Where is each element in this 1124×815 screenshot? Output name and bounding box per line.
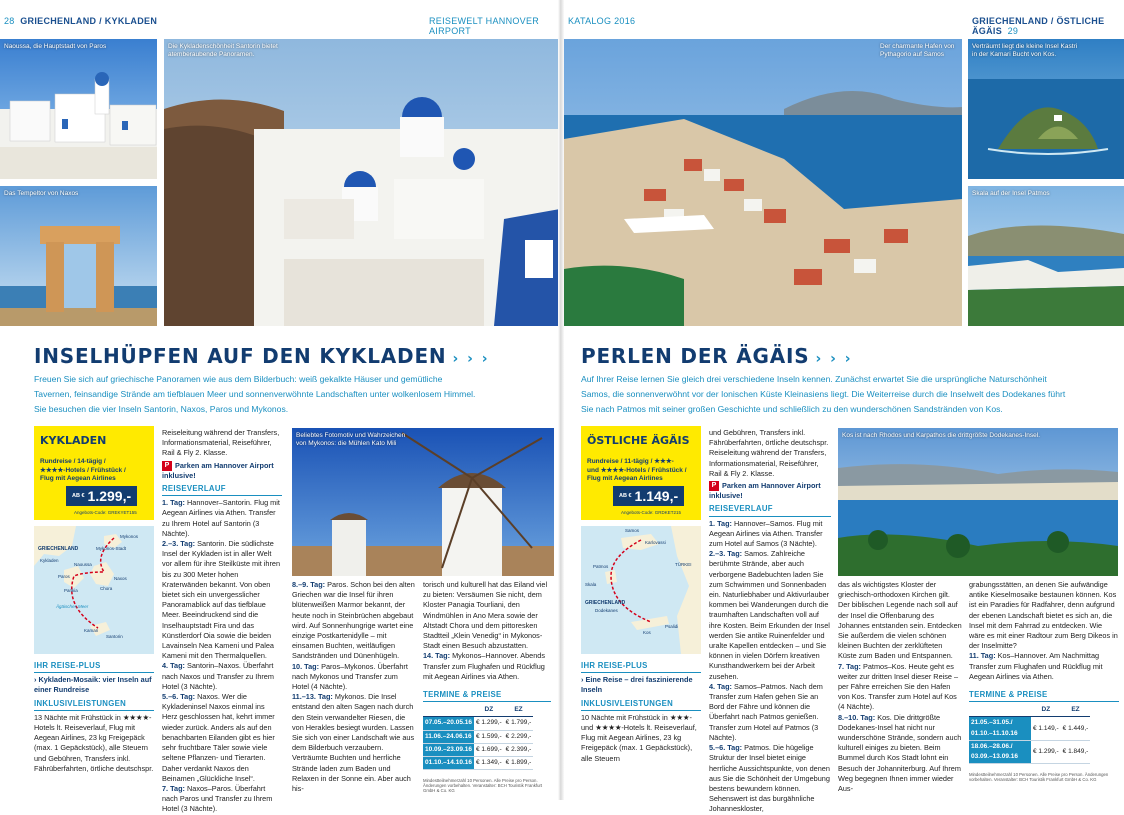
termine-heading: TERMINE & PREISE: [423, 690, 551, 702]
patmos-photo: [968, 186, 1124, 326]
day-label: 11. Tag:: [969, 651, 996, 661]
kos-caption: Kos ist nach Rhodos und Karpathos die drittgrößte Dodekanes-Insel.: [842, 432, 1041, 439]
naxos-image: [0, 186, 157, 326]
col-text: das als wichtigstes Kloster der griechisch-orthodoxen Kirchen gilt. Der biblischen Legende nach soll auf der Insel die Offenbarung des Johannes entstanden sein. Entdecken Sie außerdem die vielen schönen kleinen Buchten der zerklüfteten Küste zum Baden und Entspannen.: [838, 580, 962, 661]
day-label: 7. Tag:: [838, 661, 861, 671]
right-page: [564, 0, 1124, 814]
offer-line: Rundreise / 11-tägig / ★★★-: [587, 458, 674, 465]
map-label-place: Kamari: [84, 628, 99, 633]
price-header: EZ: [504, 704, 534, 717]
kos-image: [838, 428, 1118, 576]
day-text: Mykonos. Die Insel entstand den alten Sagen nach durch den Stein verwandelter Riesen, die von Herakles besiegt wurden. Lassen Sie sich von einer Landschaft wie aus dem Bilderbuch verzaubern. Verträumte Buchten und herrliche Strände laden zum Baden und Relaxen in der Sonne ein. Aber auch his-: [292, 692, 415, 794]
page-number: 28: [4, 16, 15, 26]
price-value: 1.149,-: [634, 488, 679, 504]
price-dz: € 1.299,-: [474, 717, 504, 730]
santorin-caption: Die Kykladenschönheit Santorin bietet atemberaubende Panoramen.: [168, 43, 278, 58]
day-text: Hannover–Santorin. Flug mit Aegean Airlines via Athen. Transfer zu Ihrem Hotel auf Santorin (3 Nächte).: [162, 498, 280, 538]
publisher-label: REISEWELT HANNOVER AIRPORT: [429, 16, 540, 36]
price-dz: € 1.349,-: [474, 757, 504, 770]
section-title: GRIECHENLAND / KYKLADEN: [20, 16, 158, 26]
table-row: [423, 730, 533, 743]
day-label: 4. Tag:: [162, 661, 185, 671]
right-header: [972, 16, 1124, 36]
col-text: grabungsstätten, an denen Sie aufwändige antike Kieselmosaike bestaunen können. Kos ist ein Paradies für Radfahrer, denn aufgrund der ebenen Landschaft bietet es sich an, die Insel mit dem Fahrrad zu entdecken. Wie wäre es mit einer Radtour zum Berg Dikeos in der Inselmitte?: [969, 580, 1118, 651]
offer-line: und ★★★★-Hotels / Frühstück /: [587, 466, 687, 474]
reiseverlauf-heading: REISEVERLAUF: [162, 484, 282, 496]
mykonos-photo: [292, 428, 554, 576]
price-header: DZ: [1031, 704, 1061, 717]
aegaeis-offer-box: [581, 426, 701, 520]
paros-photo: [0, 39, 157, 179]
price-dz: € 1.149,-: [1031, 717, 1061, 740]
price-table: [423, 704, 533, 770]
price-table-header: [969, 704, 1090, 717]
map-label-place: Chora: [100, 586, 113, 591]
map-label-place: Skala: [585, 582, 597, 587]
inklusiv-heading: INKLUSIVLEISTUNGEN: [581, 699, 701, 711]
price-date: 18.06.–28.06./ 03.09.–13.09.16: [969, 740, 1031, 763]
offer-details: [40, 458, 150, 484]
col-text: torisch und kulturell hat das Eiland viel zu bieten: Versäumen Sie nicht, dem Kloster Panagia Tourliani, den Windmühlen in Ano Mera sowie der Altstadt Chora und dem pittoresken Stadtteil „Klein Venedig“ in Mykonos-Stadt einen Besuch abzustatten.: [423, 580, 548, 651]
right-title: [581, 344, 853, 368]
day-text: Santorin–Naxos. Überfahrt nach Naxos und Transfer zu Ihrem Hotel (3 Nächte).: [162, 661, 274, 691]
offer-line: Flug mit Aegean Airlines: [40, 475, 116, 482]
inklusiv-heading: INKLUSIVLEISTUNGEN: [34, 699, 154, 711]
reise-plus-text: [34, 675, 154, 695]
table-row: [969, 717, 1090, 740]
intro-line: Freuen Sie sich auf griechische Panoramen wie aus dem Bilderbuch: weiß gekalkte Häuser und gemütliche: [34, 374, 443, 384]
offer-title: KYKLADEN: [40, 434, 107, 447]
price-prefix: AB €: [72, 493, 85, 499]
map-label-place: Kos: [643, 630, 651, 635]
naxos-caption: Das Tempeltor von Naxos: [4, 190, 79, 197]
day-text: Kos. Die drittgrößte Dodekanes-Insel hat nicht nur wunderschöne Strände, sondern auch kulturell einiges zu bieten. Beim Bummel durch Kos Stadt lohnt ein Besuch der Johanniterburg. Auf Ihrem Weg begegnen Ihnen immer wieder Aus-: [838, 712, 962, 794]
day-label: 14. Tag:: [423, 651, 451, 661]
map-label-country: GRIECHENLAND: [38, 546, 79, 552]
day-label: 1. Tag:: [709, 518, 732, 528]
intro-line: Auf Ihrer Reise lernen Sie gleich drei verschiedene Inseln kennen. Zunächst erwartet Sie die ursprüngliche Naturschönheit: [581, 374, 1047, 384]
price-header: [423, 704, 474, 717]
day-text: Patmos–Kos. Heute geht es weiter zur dritten Insel dieser Reise – per Fähre erreichen Sie den Hafen von Kos. Transfer zum Hotel auf Kos (4 Nächte).: [838, 661, 959, 712]
day-text: Samos–Patmos. Nach dem Transfer zum Hafen gehen Sie an Bord der Fähre und können die Überfahrt nach Patmos genießen. Transfer zum Hotel auf Patmos (3 Nächte).: [709, 681, 823, 742]
price-dz: € 1.699,-: [474, 743, 504, 756]
left-col1: [34, 658, 154, 774]
naxos-photo: [0, 186, 157, 326]
catalog-label: KATALOG 2016: [568, 16, 636, 26]
page-number: 29: [1007, 26, 1019, 36]
kastri-caption: Verträumt liegt die kleine Insel Kastri in der Kamari Bucht von Kos.: [972, 43, 1078, 58]
map-label-place: Mykonos-Stadt: [96, 546, 127, 551]
day-label: 2.–3. Tag:: [162, 539, 196, 549]
parking-icon: P: [162, 461, 172, 471]
left-col2: [162, 428, 282, 815]
day-label: 8.–10. Tag:: [838, 712, 876, 722]
day-text: Patmos. Die hügelige Struktur der Insel bietet einige herrliche Aussichtspunkte, von denen aus Sie die Schönheit der Umgebung bestens bewundern können. Sehenswert ist das burgähnliche Johanneskloster,: [709, 743, 830, 814]
map-label-place: Paros: [58, 574, 70, 579]
santorin-image: [164, 39, 560, 326]
table-row: [423, 717, 533, 730]
map-label-place: Patmos: [593, 564, 609, 569]
right-col4: [969, 580, 1119, 782]
day-label: 11.–13. Tag:: [292, 692, 333, 702]
offer-title: ÖSTLICHE ÄGÄIS: [587, 434, 690, 447]
arrow-icon: ›: [581, 675, 584, 685]
map-label-region: Kykladen: [40, 558, 59, 563]
price-header: [969, 704, 1031, 717]
map-label-place: Karlovassi: [645, 540, 666, 545]
day-label: 2.–3. Tag:: [709, 549, 743, 559]
day-text: Naxos. Wer die Kykladeninsel Naxos einmal ins Herz geschlossen hat, kehrt immer wieder zurück. Anders als auf den benachbarten Eilanden gibt es hier sehr fruchtbare Täler sowie viele seltene Pflanzen- und Tierarten. Daher verdankt Naxos den Beinamen „Glückliche Insel“.: [162, 692, 275, 783]
kos-photo: [838, 428, 1118, 576]
patmos-caption: Skala auf der Insel Patmos: [972, 190, 1050, 197]
day-text: Kos–Hannover. Am Nachmittag Transfer zum Flughafen und Rückflug mit Aegean Airlines via Athen.: [969, 651, 1103, 681]
day-label: 5.–6. Tag:: [162, 692, 196, 702]
left-col4: [423, 580, 551, 793]
map-label-place: Parikia: [64, 588, 78, 593]
offer-code: Angebots-Code: GRDKET215: [621, 510, 682, 515]
mykonos-caption: Beliebtes Fotomotiv und Wahrzeichen von Mykonos: die Mühlen Kato Mili: [296, 432, 406, 447]
map-label-place: Psalidi: [665, 624, 679, 629]
price-header: EZ: [1061, 704, 1091, 717]
offer-line: Flug mit Aegean Airlines: [587, 475, 663, 482]
parking-text: Parken am Hannover Airport inklusive!: [709, 481, 821, 501]
map-label-turkey: TÜRKEI: [675, 562, 692, 567]
left-title-text: INSELHÜPFEN AUF DEN KYKLADEN: [34, 344, 447, 368]
title-arrows: › › ›: [452, 351, 490, 367]
aegaeis-map: [581, 526, 701, 654]
map-label-place: Mykonos: [120, 534, 139, 539]
inklusiv-text: 13 Nächte mit Frühstück in ★★★★-Hotels lt. Reiseverlauf, Flug mit Aegean Airlines, 23 kg Freigepäck (max. 1 Gepäckstück), alle Steuern und Gebühren, Transfers inkl. Fährüberfahrten, örtliche deutschspr.: [34, 712, 154, 773]
fine-print: Mindestteilnehmerzahl 10 Personen. Alle Preise pro Person. Änderungen vorbehalten. Veranstalter: BCH Touristik Frankfurt GmbH & Co. KG: [423, 778, 543, 794]
map-label-place: Naoussa: [74, 562, 92, 567]
intro-line: Sie besuchen die vier Inseln Santorin, Naxos, Paros und Mykonos.: [34, 404, 289, 415]
price-dz: € 1.599,-: [474, 730, 504, 743]
table-row: [423, 757, 533, 770]
right-col2: [709, 428, 831, 815]
price-date: 07.05.–20.05.16: [423, 717, 474, 730]
map-label-place: Santorin: [106, 634, 123, 639]
map-label-region: Dodekanes: [595, 608, 618, 613]
kastri-image: [968, 39, 1124, 179]
right-col3: [838, 580, 962, 794]
price-ez: € 1.449,-: [1061, 717, 1091, 740]
left-title: [34, 344, 490, 368]
day-text: Samos. Zahlreiche berühmte Strände, aber auch verborgene Badebuchten laden Sie zum Schwimmen und Sonnenbaden ein. Naturliebhaber und Aktivurlauber kommen bei Wanderungen durch die traumhaften Landschaften voll auf ihre Kosten. Beim Erkunden der Insel werden Sie antike Ruinenfelder und uralte Kapellen entdecken – und Sie können in vielen Dörfern kreativen Kunsthandwerkern bei der Arbeit zusehen.: [709, 549, 830, 681]
section-title: GRIECHENLAND / ÖSTLICHE ÄGÄIS: [972, 16, 1105, 36]
day-text: Mykonos–Hannover. Abends Transfer zum Flughafen und Rückflug mit Aegean Airlines via Athen.: [423, 651, 545, 681]
table-row: [969, 740, 1090, 763]
offer-code: Angebots-Code: GREKYET155: [74, 510, 137, 515]
col-text: und Gebühren, Transfers inkl. Fährüberfahrten, örtliche deutschspr. Reiseleitung während der Transfers, Informationsmaterial, Reiseführer, Rail & Fly 2. Klasse.: [709, 428, 829, 478]
map-label-sea: Ägäisches Meer: [56, 604, 89, 609]
paros-caption: Naoussa, die Hauptstadt von Paros: [4, 43, 107, 50]
intro-line: Samos, die sonnenverwöhnt vor der Ionischen Küste Kleinasiens liegt. Die Weiterreise durch die Inselwelt des Dodekanes führt: [581, 389, 1066, 400]
price-header: DZ: [474, 704, 504, 717]
termine-heading: TERMINE & PREISE: [969, 690, 1119, 702]
paros-image: [0, 39, 157, 179]
kastri-photo: [968, 39, 1124, 179]
price-dz: € 1.299,-: [1031, 740, 1061, 763]
day-text: Naxos–Paros. Überfahrt nach Paros und Transfer zu Ihrem Hotel (3 Nächte).: [162, 783, 273, 814]
inklusiv-text: 10 Nächte mit Frühstück in ★★★- und ★★★★-Hotels lt. Reiseverlauf, Flug mit Aegean Airlines, 23 kg Freigepäck (max. 1 Gepäckstück), alle Steuern: [581, 712, 697, 763]
map-label-place: Samos: [625, 528, 640, 533]
day-label: 4. Tag:: [709, 681, 732, 691]
price-prefix: AB €: [619, 493, 632, 499]
offer-price-tag: [66, 486, 137, 506]
santorin-photo: [164, 39, 560, 326]
price-date: 11.06.–24.06.16: [423, 730, 474, 743]
price-ez: € 2.399,-: [504, 743, 534, 756]
price-value: 1.299,-: [87, 488, 132, 504]
parking-text: Parken am Hannover Airport inklusive!: [162, 460, 274, 480]
price-date: 10.09.–23.09.16: [423, 743, 474, 756]
right-col1: [581, 658, 701, 764]
day-label: 10. Tag:: [292, 661, 320, 671]
day-label: 1. Tag:: [162, 498, 185, 508]
day-label: 8.–9. Tag:: [292, 580, 326, 589]
reise-plus-value: Kykladen-Mosaik: vier Inseln auf einer Rundreise: [34, 675, 152, 695]
offer-details: [587, 458, 697, 484]
price-table: [969, 704, 1090, 764]
left-header: [4, 16, 157, 26]
map-label-place: Naxos: [114, 576, 127, 581]
parking-icon: P: [709, 481, 719, 491]
offer-price-tag: [613, 486, 684, 506]
left-page: [0, 0, 560, 814]
title-arrows: › › ›: [815, 351, 853, 367]
patmos-image: [968, 186, 1124, 326]
kykladen-map: [34, 526, 154, 654]
reise-plus-value: Eine Reise – drei faszinierende Inseln: [581, 675, 693, 695]
map-label-country: GRIECHENLAND: [585, 600, 626, 606]
right-intro: [581, 372, 1121, 418]
reise-plus-heading: IHR REISE-PLUS: [34, 661, 154, 673]
day-text: Hannover–Samos. Flug mit Aegean Airlines via Athen. Transfer zum Hotel auf Samos (3 Nächte).: [709, 518, 823, 549]
intro-line: Tavernen, feinsandige Strände am tiefblauen Meer und sonnenverwöhnte Landschaften unter wolkenlosem Himmel.: [34, 389, 476, 400]
day-text: Santorin. Die südlichste Insel der Kykladen ist in aller Welt vor allem für ihre Steilküste mit ihren bis zu 300 Meter hohen Kraterwänden bekannt. Von oben bietet sich ein unvergesslicher Panoramablick auf das tiefblaue Meer. Beeindruckend sind die Inselhauptstadt Fira und das Künstlerdorf Oia sowie die beiden Lavainseln Nea Kameni und Palea Kameni mit den Thermalquellen.: [162, 539, 281, 661]
intro-line: Sie nach Patmos mit seiner großen Geschichte und schließlich zu den wunderschönen Sandstränden von Kos.: [581, 404, 1003, 415]
left-col3: [292, 580, 416, 794]
reise-plus-heading: IHR REISE-PLUS: [581, 661, 701, 673]
left-intro: [34, 372, 554, 418]
price-ez: € 1.899,-: [504, 757, 534, 770]
day-text: Paros. Schon bei den alten Griechen war die Insel für ihren blütenweißen Marmor bekannt, der heute noch in Steinbrüchen abgebaut wird. Auf Sonnenhungrige wartet eine einzige Postkartenidylle – mit einsamen Buchten, weitläufigen Sandstränden und Dünenhügeln.: [292, 580, 415, 661]
price-ez: € 1.849,-: [1061, 740, 1091, 763]
reise-plus-text: [581, 675, 701, 695]
price-ez: € 1.799,-: [504, 717, 534, 730]
samos-caption: Der charmante Hafen von Pythagorio auf Samos: [880, 43, 955, 58]
right-title-text: PERLEN DER ÄGÄIS: [581, 344, 810, 368]
price-date: 01.10.–14.10.16: [423, 757, 474, 770]
reiseverlauf-heading: REISEVERLAUF: [709, 504, 831, 516]
map-graphic: [581, 526, 701, 654]
table-row: [423, 743, 533, 756]
price-table-header: [423, 704, 533, 717]
day-label: 5.–6. Tag:: [709, 743, 743, 753]
day-label: 7. Tag:: [162, 783, 185, 793]
samos-photo: [564, 39, 962, 326]
price-ez: € 2.299,-: [504, 730, 534, 743]
offer-line: Rundreise / 14-tägig /: [40, 458, 106, 465]
offer-line: ★★★★-Hotels / Frühstück /: [40, 466, 126, 474]
kykladen-offer-box: [34, 426, 154, 520]
mykonos-image: [292, 428, 554, 576]
col-text: Reiseleitung während der Transfers, Informationsmaterial, Reiseführer, Rail & Fly 2. Klasse.: [162, 428, 280, 458]
price-date: 21.05.–31.05./ 01.10.–11.10.16: [969, 717, 1031, 740]
day-text: Paros–Mykonos. Überfahrt nach Mykonos und Transfer zum Hotel (4 Nächte).: [292, 661, 408, 692]
arrow-icon: ›: [34, 675, 37, 685]
fine-print: Mindestteilnehmerzahl 10 Personen. Alle Preise pro Person. Änderungen vorbehalten. Veranstalter: BCH Touristik Frankfurt GmbH & Co. KG: [969, 772, 1109, 783]
samos-image: [564, 39, 962, 326]
